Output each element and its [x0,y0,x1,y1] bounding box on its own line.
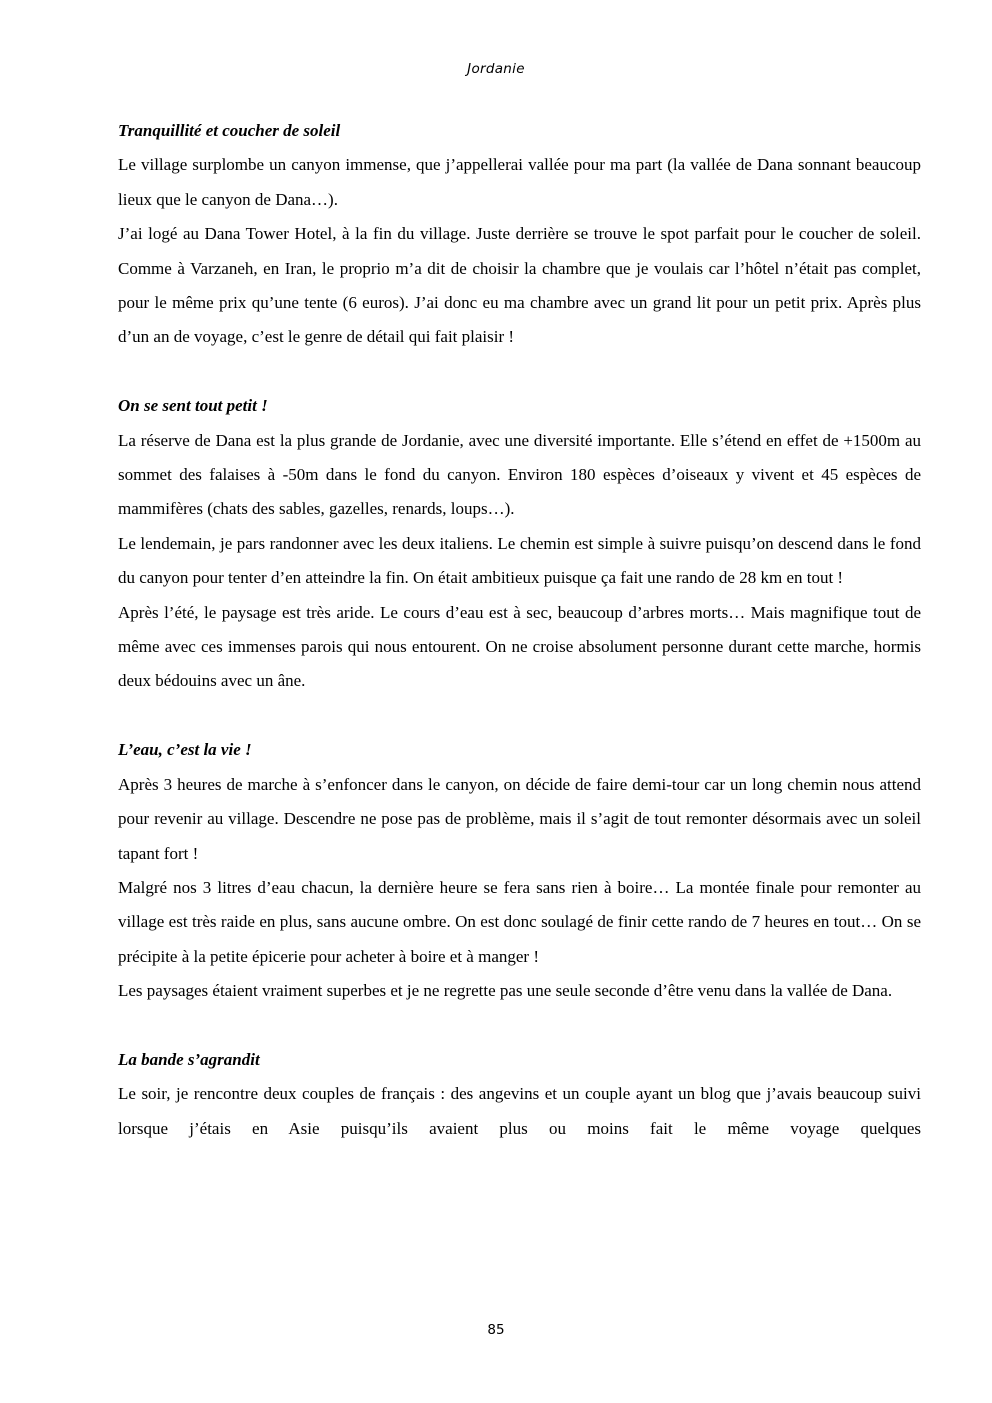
section-spacer [118,355,921,389]
page-number: 85 [487,1322,505,1338]
document-body [118,114,921,1146]
paragraph: La réserve de Dana est la plus grande de Jordanie, avec une diversité importante. Elle s’étend en effet de +1500m au sommet des falaises à -50m dans le fond du canyon. Environ 180 espèces d’oiseaux y vivent et 45 espèces de mammifères (chats des sables, gazelles, renards, loups…). [118,430,921,519]
paragraph: Le soir, je rencontre deux couples de français : des angevins et un couple ayant un blog que j’avais beaucoup suivi lorsque j’étais en Asie puisqu’ils avaient plus ou moins fait le même voyage quelques [118,1084,921,1138]
section-title: Tranquillité et coucher de soleil [118,121,341,140]
paragraph: Malgré nos 3 litres d’eau chacun, la dernière heure se fera sans rien à boire… La montée finale pour remonter au village est très raide en plus, sans aucune ombre. On est donc soulagé de finir cette rando de 7 heures en tout… On se précipite à la petite épicerie pour acheter à boire et à manger ! [118,877,921,966]
section-title: L’eau, c’est la vie ! [118,740,252,760]
paragraph: Après 3 heures de marche à s’enfoncer dans le canyon, on décide de faire demi-tour car un long chemin nous attend pour revenir au village. Descendre ne pose pas de problème, mais il s’agit de tout remonter désormais avec un soleil tapant fort ! [118,774,921,863]
running-header: Jordanie [467,61,525,77]
section-title: On se sent tout petit ! [118,396,268,416]
section-spacer [118,1009,921,1043]
section-spacer [118,699,921,733]
paragraph: Les paysages étaient vraiment superbes et je ne regrette pas une seule seconde d’être venu dans la vallée de Dana. [118,981,893,1001]
paragraph: Après l’été, le paysage est très aride. Le cours d’eau est à sec, beaucoup d’arbres morts… Mais magnifique tout de même avec ces immenses parois qui nous entourent. On ne croise absolument personne durant cette marche, hormis deux bédouins avec un âne. [118,602,921,691]
paragraph: J’ai logé au Dana Tower Hotel, à la fin du village. Juste derrière se trouve le spot parfait pour le coucher de soleil. Comme à Varzaneh, en Iran, le proprio m’a dit de choisir la chambre que je voulais car l’hôtel n’était pas complet, pour le même prix qu’une tente (6 euros). J’ai donc eu ma chambre avec un grand lit pour un petit prix. Après plus d’un an de voyage, c’est le genre de détail qui fait plaisir ! [118,224,921,347]
paragraph: Le lendemain, je pars randonner avec les deux italiens. Le chemin est simple à suivre puisqu’on descend dans le fond du canyon pour tenter d’en atteindre la fin. On était ambitieux puisque ça fait une rando de 28 km en tout ! [118,533,921,588]
paragraph: Le village surplombe un canyon immense, que j’appellerai vallée pour ma part (la vallée de Dana sonnant beaucoup lieux que le canyon de Dana…). [118,155,921,209]
section-title: La bande s’agrandit [118,1049,260,1069]
